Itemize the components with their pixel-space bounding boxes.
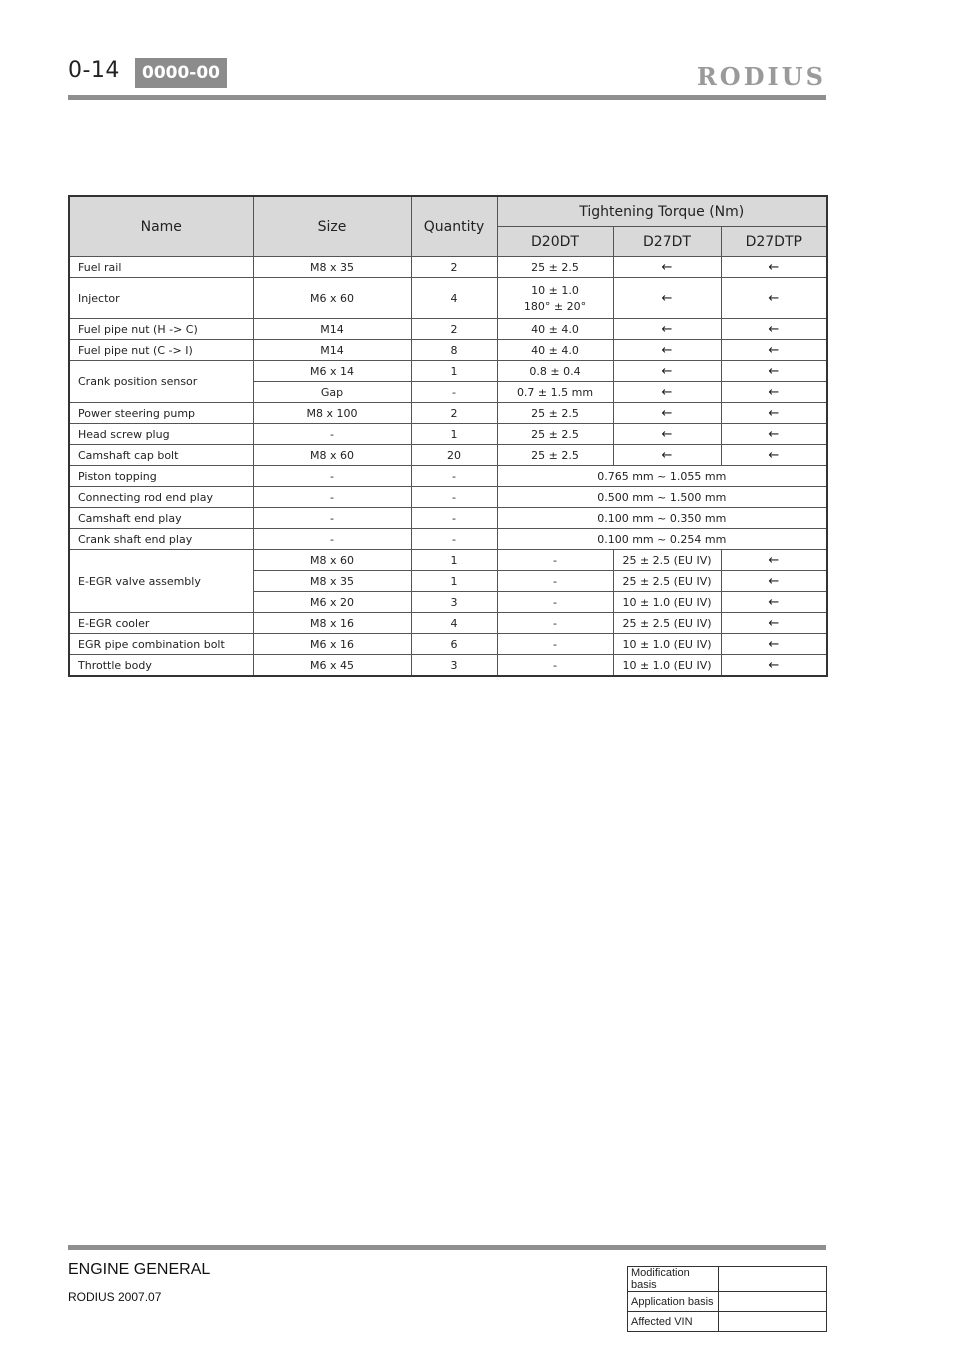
cell-d27dt: 25 ± 2.5 (EU IV) — [613, 571, 721, 592]
cell-d27dt: 10 ± 1.0 (EU IV) — [613, 592, 721, 613]
table-row — [69, 466, 827, 487]
torque-value: 10 ± 1.0 — [531, 283, 579, 297]
header-torque: Tightening Torque (Nm) — [497, 196, 827, 227]
cell-d20dt: 25 ± 2.5 — [497, 257, 613, 278]
cell-d20dt: - — [497, 592, 613, 613]
same-as-left-arrow: ← — [721, 550, 827, 571]
same-as-left-arrow: ← — [721, 340, 827, 361]
cell-qty: 3 — [411, 655, 497, 677]
same-as-left-arrow: ← — [613, 319, 721, 340]
same-as-left-arrow: ← — [613, 278, 721, 319]
cell-name: Injector — [69, 278, 253, 319]
cell-d20dt: - — [497, 655, 613, 677]
cell-d20dt — [497, 278, 613, 319]
page-number: 0-14 — [68, 58, 120, 83]
cell-size: M8 x 100 — [253, 403, 411, 424]
same-as-left-arrow: ← — [721, 382, 827, 403]
revision-basis-table — [627, 1266, 827, 1332]
cell-size: M6 x 20 — [253, 592, 411, 613]
cell-range: 0.500 mm ~ 1.500 mm — [497, 487, 827, 508]
cell-name: Camshaft cap bolt — [69, 445, 253, 466]
cell-name: Fuel pipe nut (C -> I) — [69, 340, 253, 361]
cell-size: M8 x 60 — [253, 550, 411, 571]
modification-basis-value — [719, 1267, 827, 1292]
cell-d20dt: - — [497, 613, 613, 634]
header-name: Name — [69, 196, 253, 257]
cell-qty: 2 — [411, 257, 497, 278]
cell-qty: - — [411, 529, 497, 550]
cell-qty: - — [411, 382, 497, 403]
header-quantity: Quantity — [411, 196, 497, 257]
cell-size: M6 x 14 — [253, 361, 411, 382]
cell-name: E-EGR cooler — [69, 613, 253, 634]
footer-subtitle: RODIUS 2007.07 — [68, 1290, 162, 1304]
cell-name: Piston topping — [69, 466, 253, 487]
cell-d20dt: 25 ± 2.5 — [497, 424, 613, 445]
same-as-left-arrow: ← — [613, 424, 721, 445]
cell-qty: 4 — [411, 278, 497, 319]
same-as-left-arrow: ← — [721, 424, 827, 445]
cell-d20dt: 25 ± 2.5 — [497, 445, 613, 466]
cell-qty: 4 — [411, 613, 497, 634]
cell-d27dt: 25 ± 2.5 (EU IV) — [613, 613, 721, 634]
table-row — [69, 550, 827, 571]
application-basis-value — [719, 1292, 827, 1312]
table-row — [69, 403, 827, 424]
cell-d20dt: 40 ± 4.0 — [497, 340, 613, 361]
cell-size: M8 x 35 — [253, 257, 411, 278]
table-row — [69, 634, 827, 655]
same-as-left-arrow: ← — [613, 403, 721, 424]
table-row — [69, 445, 827, 466]
cell-size: M8 x 35 — [253, 571, 411, 592]
header-row — [69, 196, 827, 227]
cell-size: - — [253, 466, 411, 487]
cell-d20dt: - — [497, 634, 613, 655]
modification-basis-label: Modification basis — [628, 1267, 719, 1292]
cell-size: M8 x 60 — [253, 445, 411, 466]
cell-name: E-EGR valve assembly — [69, 550, 253, 613]
same-as-left-arrow: ← — [721, 257, 827, 278]
cell-name: Connecting rod end play — [69, 487, 253, 508]
basis-row — [628, 1267, 827, 1292]
same-as-left-arrow: ← — [613, 257, 721, 278]
same-as-left-arrow: ← — [721, 445, 827, 466]
cell-name: EGR pipe combination bolt — [69, 634, 253, 655]
cell-qty: 2 — [411, 403, 497, 424]
application-basis-label: Application basis — [628, 1292, 719, 1312]
cell-name: Throttle body — [69, 655, 253, 677]
same-as-left-arrow: ← — [613, 382, 721, 403]
table-row — [69, 278, 827, 319]
footer-title: ENGINE GENERAL — [68, 1261, 211, 1278]
angle-value: 180° ± 20° — [523, 299, 587, 313]
cell-qty: 2 — [411, 319, 497, 340]
section-code-badge: 0000-00 — [135, 58, 227, 88]
table-row — [69, 613, 827, 634]
header-d27dt: D27DT — [613, 227, 721, 257]
basis-row — [628, 1292, 827, 1312]
affected-vin-label: Affected VIN — [628, 1312, 719, 1332]
same-as-left-arrow: ← — [721, 361, 827, 382]
cell-d27dt: 10 ± 1.0 (EU IV) — [613, 634, 721, 655]
cell-qty: 20 — [411, 445, 497, 466]
cell-qty: 1 — [411, 361, 497, 382]
cell-qty: 1 — [411, 424, 497, 445]
table-row — [69, 257, 827, 278]
same-as-left-arrow: ← — [721, 592, 827, 613]
table-row — [69, 340, 827, 361]
cell-size: Gap — [253, 382, 411, 403]
cell-d27dt: 25 ± 2.5 (EU IV) — [613, 550, 721, 571]
cell-size: - — [253, 424, 411, 445]
same-as-left-arrow: ← — [613, 361, 721, 382]
affected-vin-value — [719, 1312, 827, 1332]
table-row — [69, 424, 827, 445]
cell-size: M14 — [253, 319, 411, 340]
footer-divider — [68, 1245, 826, 1250]
cell-name: Fuel rail — [69, 257, 253, 278]
cell-qty: 8 — [411, 340, 497, 361]
table-row — [69, 529, 827, 550]
same-as-left-arrow: ← — [721, 655, 827, 677]
cell-d27dt: 10 ± 1.0 (EU IV) — [613, 655, 721, 677]
cell-qty: 1 — [411, 571, 497, 592]
table-row — [69, 508, 827, 529]
cell-size: M8 x 16 — [253, 613, 411, 634]
cell-qty: - — [411, 487, 497, 508]
same-as-left-arrow: ← — [721, 634, 827, 655]
header-divider — [68, 95, 826, 100]
cell-d20dt: 25 ± 2.5 — [497, 403, 613, 424]
same-as-left-arrow: ← — [721, 613, 827, 634]
cell-qty: 1 — [411, 550, 497, 571]
cell-name: Camshaft end play — [69, 508, 253, 529]
brand-logo: RODIUS — [696, 62, 826, 91]
torque-spec-table — [68, 195, 828, 677]
cell-d20dt: 0.8 ± 0.4 — [497, 361, 613, 382]
cell-range: 0.765 mm ~ 1.055 mm — [497, 466, 827, 487]
cell-name: Power steering pump — [69, 403, 253, 424]
header-size: Size — [253, 196, 411, 257]
cell-size: M6 x 45 — [253, 655, 411, 677]
cell-size: - — [253, 487, 411, 508]
same-as-left-arrow: ← — [721, 278, 827, 319]
cell-size: - — [253, 529, 411, 550]
cell-d20dt: - — [497, 550, 613, 571]
cell-name: Crank shaft end play — [69, 529, 253, 550]
cell-name: Head screw plug — [69, 424, 253, 445]
table-row — [69, 487, 827, 508]
cell-size: M14 — [253, 340, 411, 361]
same-as-left-arrow: ← — [721, 403, 827, 424]
cell-size: - — [253, 508, 411, 529]
same-as-left-arrow: ← — [721, 319, 827, 340]
header-d20dt: D20DT — [497, 227, 613, 257]
cell-size: M6 x 60 — [253, 278, 411, 319]
cell-name: Crank position sensor — [69, 361, 253, 403]
same-as-left-arrow: ← — [613, 340, 721, 361]
cell-range: 0.100 mm ~ 0.350 mm — [497, 508, 827, 529]
same-as-left-arrow: ← — [613, 445, 721, 466]
cell-qty: 6 — [411, 634, 497, 655]
table-row — [69, 655, 827, 677]
header-d27dtp: D27DTP — [721, 227, 827, 257]
table-row — [69, 361, 827, 382]
cell-d20dt: 0.7 ± 1.5 mm — [497, 382, 613, 403]
cell-name: Fuel pipe nut (H -> C) — [69, 319, 253, 340]
same-as-left-arrow: ← — [721, 571, 827, 592]
cell-d20dt: 40 ± 4.0 — [497, 319, 613, 340]
cell-size: M6 x 16 — [253, 634, 411, 655]
cell-qty: - — [411, 466, 497, 487]
cell-range: 0.100 mm ~ 0.254 mm — [497, 529, 827, 550]
cell-qty: - — [411, 508, 497, 529]
table-row — [69, 319, 827, 340]
basis-row — [628, 1312, 827, 1332]
cell-qty: 3 — [411, 592, 497, 613]
cell-d20dt: - — [497, 571, 613, 592]
